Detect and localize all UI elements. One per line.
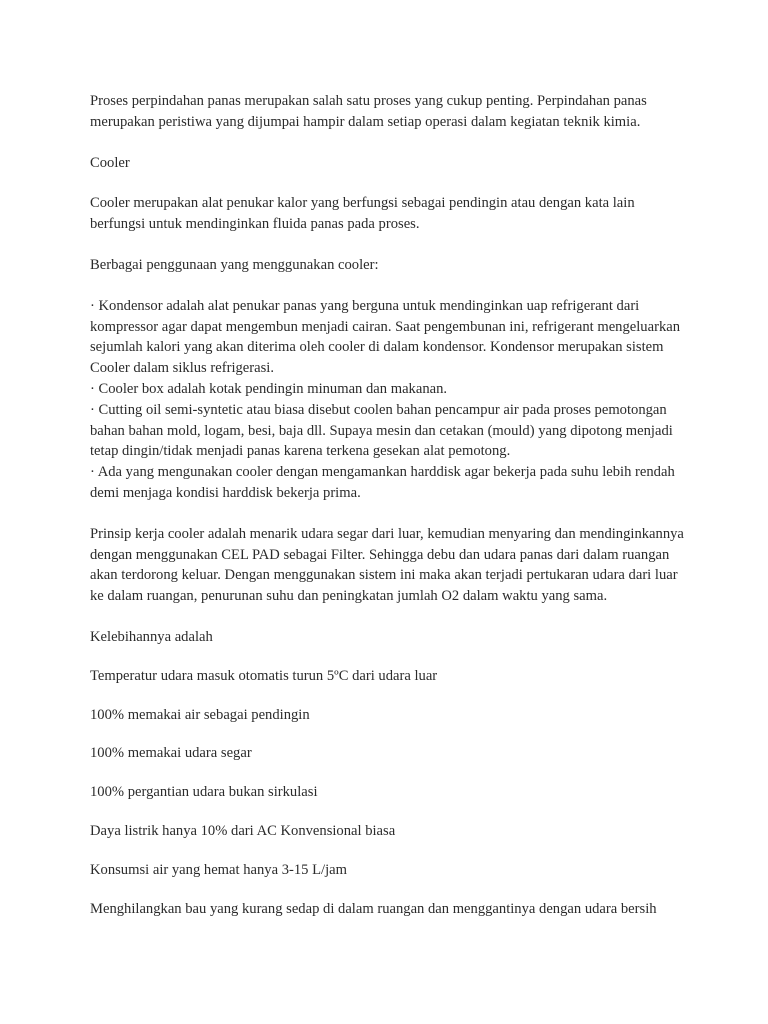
uses-heading: Berbagai penggunaan yang menggunakan cooler: — [90, 256, 379, 273]
uses-item-cooler-box: · Cooler box adalah kotak pendingin minuman dan makanan. — [90, 380, 448, 397]
advantages-heading: Kelebihannya adalah — [90, 628, 213, 645]
advantage-item: 100% memakai udara segar — [90, 745, 252, 762]
cooler-heading: Cooler — [90, 154, 130, 171]
document-page — [90, 91, 690, 919]
uses-item-cutting-oil: · Cutting oil semi-syntetic atau biasa disebut coolen bahan pencampur air pada proses pemotongan bahan bahan mold, logam, besi, baja dll. Supaya mesin dan cetakan (mould) yang dipotong menjadi tetap dingin/tidak menjadi panas karena terkena gesekan alat pemotong. — [90, 401, 673, 460]
advantage-item: Daya listrik hanya 10% dari AC Konvensional biasa — [90, 822, 396, 839]
advantage-item: Konsumsi air yang hemat hanya 3-15 L/jam — [90, 861, 347, 878]
principle-paragraph: Prinsip kerja cooler adalah menarik udara segar dari luar, kemudian menyaring dan mendinginkannya dengan menggunakan CEL PAD sebagai Filter. Sehingga debu dan udara panas dari dalam ruangan akan terdorong keluar. Dengan menggunakan sistem ini maka akan terjadi pertukaran udara dari luar ke dalam ruangan, penurunan suhu dan peningkatan jumlah O2 dalam waktu yang sama. — [90, 525, 684, 605]
intro-paragraph: Proses perpindahan panas merupakan salah satu proses yang cukup penting. Perpindahan panas merupakan peristiwa yang dijumpai hampir dalam setiap operasi dalam kegiatan teknik kimia. — [90, 93, 647, 130]
uses-item-harddisk: · Ada yang mengunakan cooler dengan mengamankan harddisk agar bekerja pada suhu lebih rendah demi menjaga kondisi harddisk bekerja prima. — [90, 464, 675, 501]
advantage-item: 100% memakai air sebagai pendingin — [90, 706, 310, 723]
uses-item-kondensor: · Kondensor adalah alat penukar panas yang berguna untuk mendinginkan uap refrigerant dari kompressor agar dapat mengembun menjadi cairan. Saat pengembunan ini, refrigerant mengeluarkan sejumlah kalori yang akan diterima oleh cooler di dalam kondensor. Kondensor merupakan sistem Cooler dalam siklus refrigerasi. — [90, 297, 681, 377]
advantage-item: Temperatur udara masuk otomatis turun 5ºC dari udara luar — [90, 667, 438, 684]
uses-list — [90, 296, 690, 504]
advantage-item: 100% pergantian udara bukan sirkulasi — [90, 784, 318, 801]
advantage-item: Menghilangkan bau yang kurang sedap di dalam ruangan dan menggantinya dengan udara bersih — [90, 900, 657, 917]
cooler-definition-paragraph: Cooler merupakan alat penukar kalor yang berfungsi sebagai pendingin atau dengan kata lain berfungsi untuk mendinginkan fluida panas pada proses. — [90, 195, 635, 233]
